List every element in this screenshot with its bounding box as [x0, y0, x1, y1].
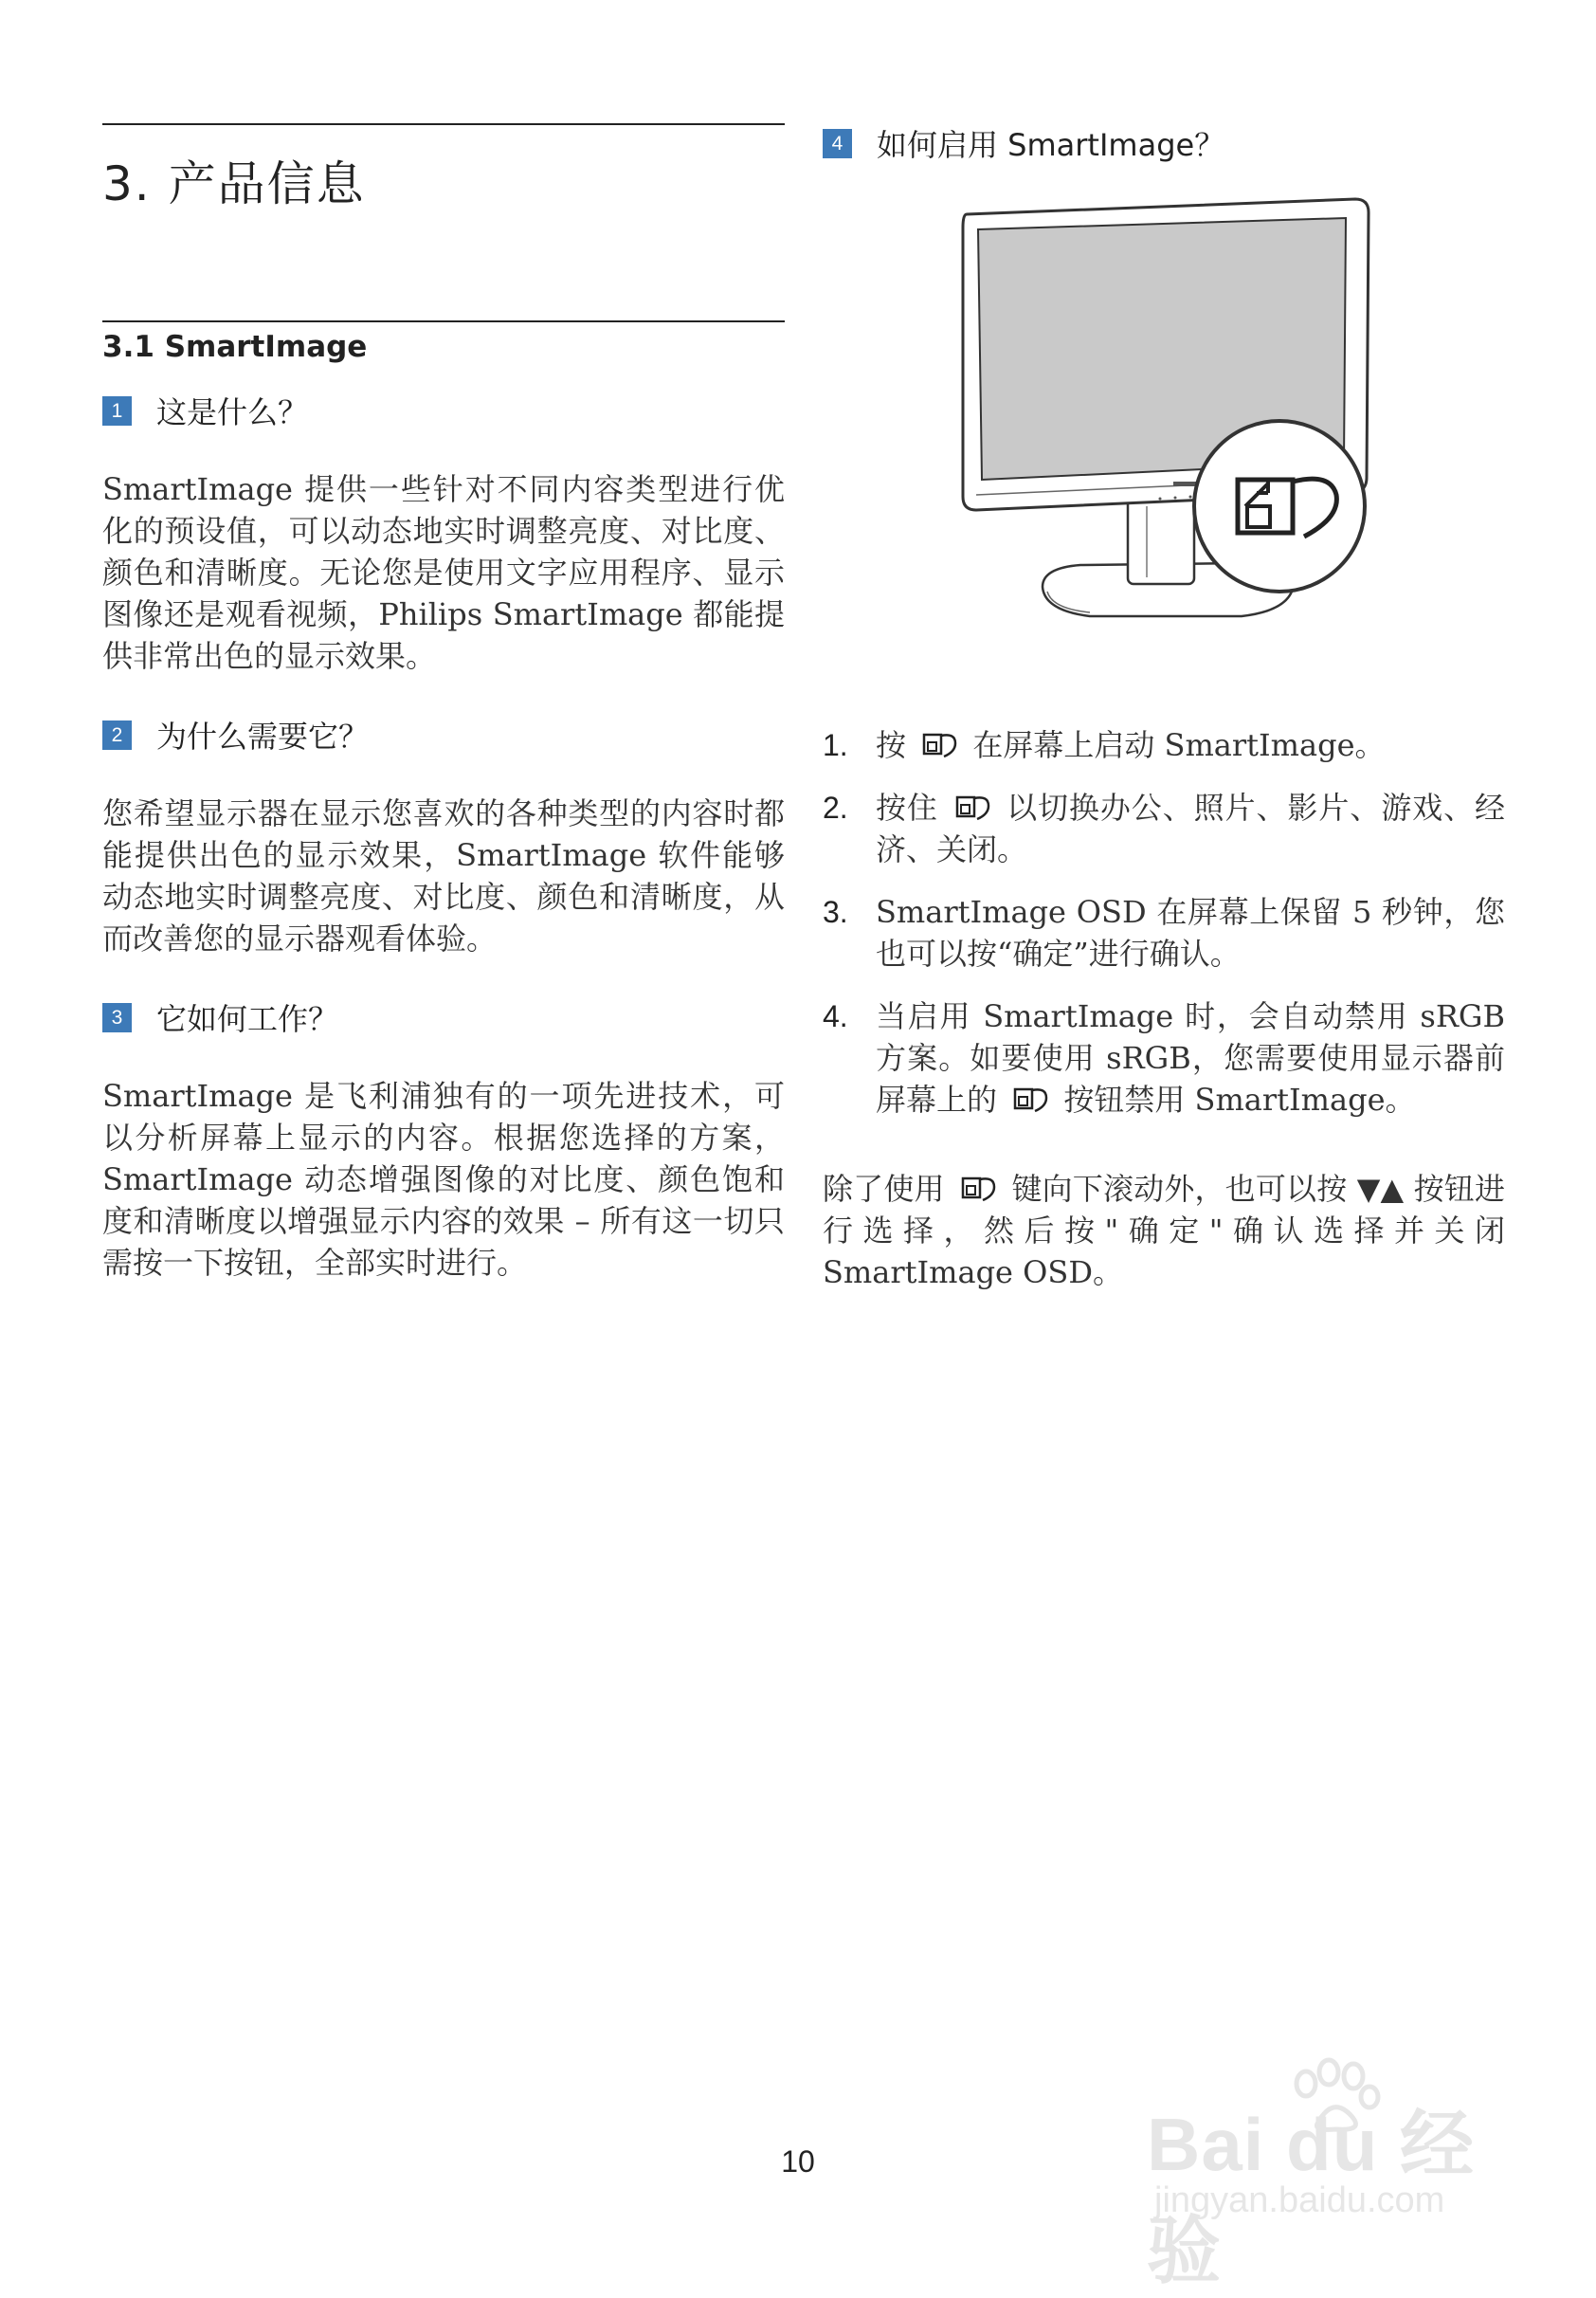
step-1 [823, 724, 1505, 766]
question-2-title: 为什么需要它？ [156, 719, 370, 755]
question-2-number: 2 [102, 720, 132, 750]
step-2-number: 2. [823, 791, 848, 825]
smartimage-button-icon [921, 731, 957, 759]
step-4-number: 4. [823, 999, 848, 1033]
smartimage-button-icon [954, 793, 990, 822]
section-title: 3.1 SmartImage [102, 330, 368, 364]
step-3 [823, 891, 1505, 975]
step-4-text-before: 当启用 SmartImage 时，会自动禁用 sRGB 方案。如要使用 sRGB，您需要使用显示器前屏幕上的 [876, 998, 1505, 1118]
smartimage-button-icon [960, 1175, 996, 1203]
question-1-number: 1 [102, 396, 132, 426]
watermark-url: jingyan.baidu.com [1154, 2180, 1445, 2220]
question-4-heading [823, 121, 1505, 165]
right-column [823, 121, 1505, 165]
step-2-text-after: 以切换办公、照片、影片、游戏、经济、关闭。 [876, 790, 1505, 867]
question-1-text: SmartImage 提供一些针对不同内容类型进行优化的预设值，可以动态地实时调整亮度、对比度、颜色和清晰度。无论您是使用文字应用程序、显示图像还是观看视频，Philips SmartImage 都能提供非常出色的显示效果。 [102, 471, 785, 674]
question-4-title: 如何启用 SmartImage？ [877, 127, 1225, 163]
question-2-text: 您希望显示器在显示您喜欢的各种类型的内容时都能提供出色的显示效果，SmartImage 软件能够动态地实时调整亮度、对比度、颜色和清晰度，从而改善您的显示器观看体验。 [102, 795, 785, 957]
step-3-text: SmartImage OSD 在屏幕上保留 5 秒钟，您也可以按“确定”进行确认。 [876, 894, 1505, 972]
chapter-rule [102, 123, 785, 125]
question-4-number: 4 [823, 129, 852, 158]
question-2-heading [102, 713, 785, 757]
baidu-watermark [1137, 2067, 1516, 2292]
section-rule [102, 320, 785, 322]
step-2-text-before: 按住 [876, 790, 938, 826]
left-column [102, 123, 785, 1284]
chapter-title: 3. 产品信息 [102, 156, 366, 211]
step-3-number: 3. [823, 895, 848, 929]
question-1-title: 这是什么？ [156, 394, 309, 430]
question-1-heading [102, 389, 785, 432]
closing-paragraph [823, 1168, 1505, 1293]
smartimage-button-icon [1012, 1085, 1048, 1114]
step-4-text-after: 按钮禁用 SmartImage。 [1063, 1082, 1416, 1118]
question-3-title: 它如何工作？ [156, 1001, 339, 1037]
steps-list [823, 724, 1505, 1141]
closing-text-after: 键向下滚动外，也可以按 ▼▲ 按钮进行选择，然后按"确定"确认选择并关闭 SmartImage OSD。 [823, 1171, 1506, 1290]
step-1-text-before: 按 [876, 727, 907, 763]
monitor-illustration [957, 193, 1374, 639]
question-3-number: 3 [102, 1003, 132, 1032]
step-1-text-after: 在屏幕上启动 SmartImage。 [972, 727, 1386, 763]
step-1-number: 1. [823, 728, 848, 762]
closing-text-before: 除了使用 [823, 1171, 945, 1207]
question-3-heading [102, 995, 785, 1039]
question-3-text: SmartImage 是飞利浦独有的一项先进技术，可以分析屏幕上显示的内容。根据您选择的方案，SmartImage 动态增强图像的对比度、颜色饱和度和清晰度以增强显示内容的效果 – 所有这一切只需按一下按钮，全部实时进行。 [102, 1078, 785, 1281]
watermark-brand: Bai du 经验 [1147, 2103, 1476, 2292]
page-number: 10 [781, 2144, 815, 2179]
step-4 [823, 995, 1505, 1121]
step-2 [823, 787, 1505, 870]
